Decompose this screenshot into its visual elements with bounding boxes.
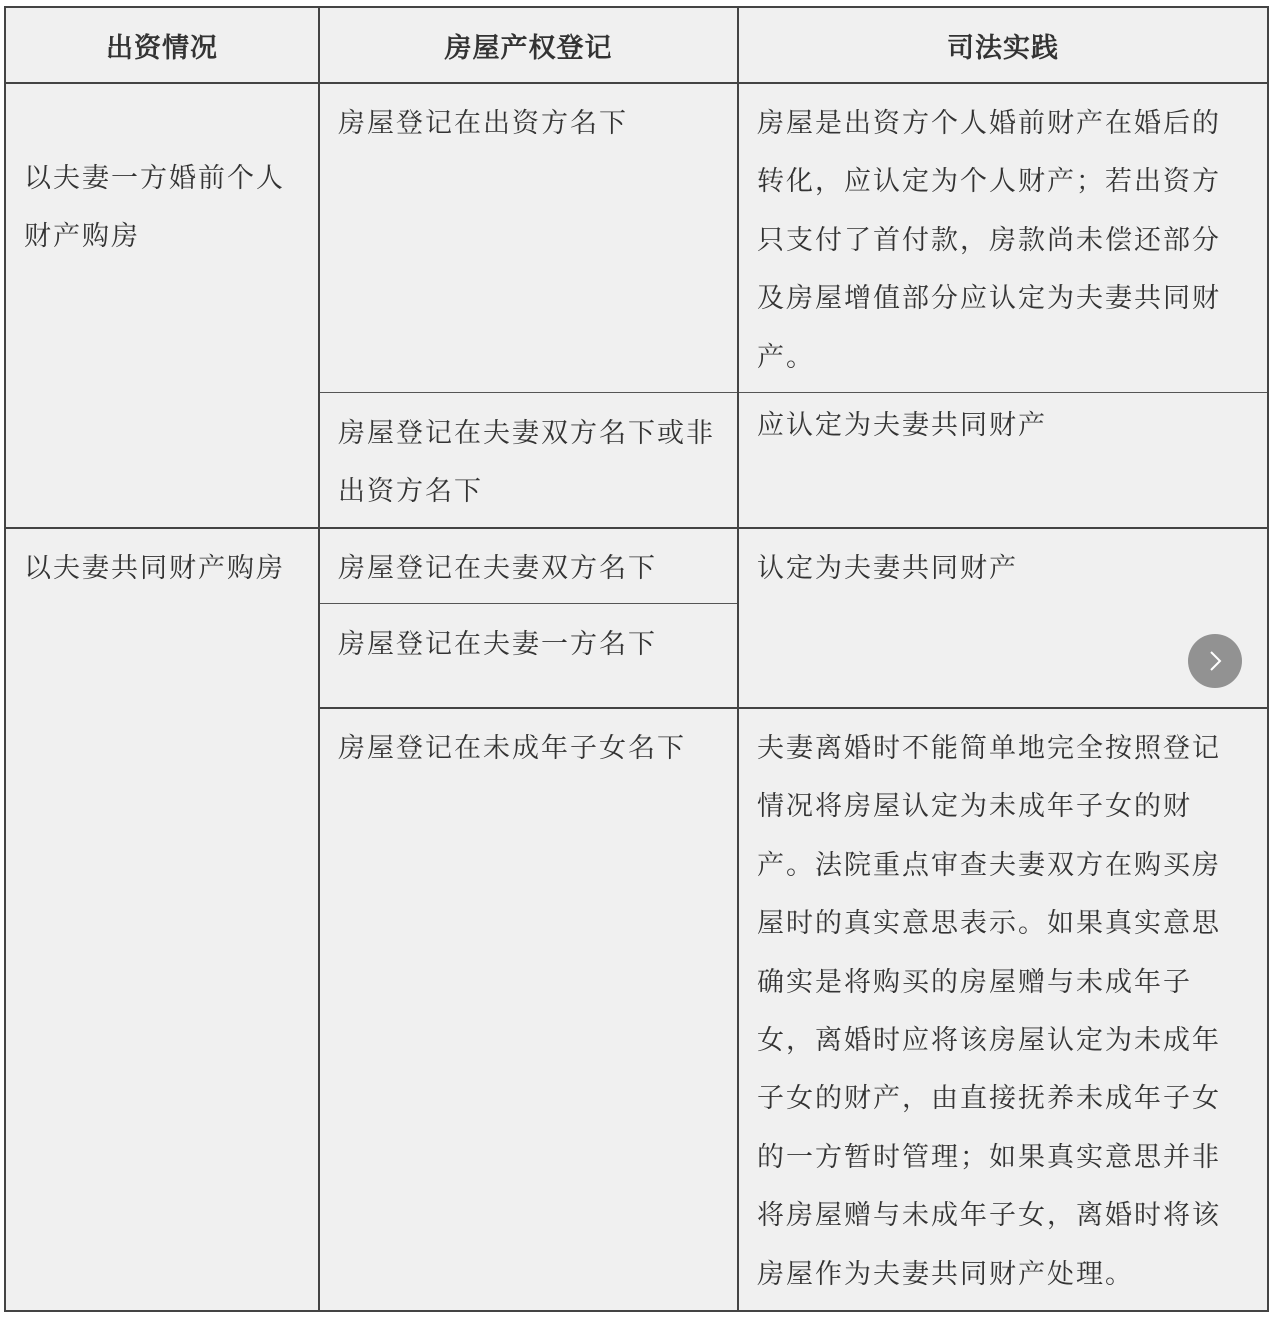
- border-line: [1267, 6, 1269, 1312]
- header-registration: 房屋产权登记: [319, 7, 738, 83]
- border-line: [319, 707, 1269, 709]
- header-practice: 司法实践: [738, 7, 1268, 83]
- cell-r1-funding: [5, 83, 319, 528]
- cell-r2c-registration: [319, 708, 738, 1311]
- cell-r2a-registration: [319, 528, 738, 604]
- cell-text: 夫妻离婚时不能简单地完全按照登记情况将房屋认定为未成年子女的财产。法院重点审查夫妻双方在购买房屋时的真实意思表示。如果真实意思确实是将购买的房屋赠与未成年子女，离婚时应将该房屋认定为未成年子女的财产，由直接抚养未成年子女的一方暂时管理；如果真实意思并非将房屋赠与未成年子女，离婚时将该房屋作为夫妻共同财产处理。: [757, 733, 1221, 1289]
- cell-text: 房屋登记在夫妻双方名下或非出资方名下: [338, 418, 715, 507]
- cell-text: 房屋登记在夫妻双方名下: [338, 553, 657, 583]
- cell-text: 认定为夫妻共同财产: [757, 553, 1018, 583]
- cell-text: 房屋是出资方个人婚前财产在婚后的转化，应认定为个人财产；若出资方只支付了首付款，房款尚未偿还部分及房屋增值部分应认定为夫妻共同财产。: [757, 108, 1221, 372]
- cell-text: 以夫妻共同财产购房: [24, 553, 285, 583]
- cell-r2-funding: [5, 528, 319, 1311]
- border-line: [318, 6, 320, 1312]
- next-button[interactable]: [1188, 634, 1242, 688]
- cell-r1b-registration: [319, 393, 738, 528]
- cell-text: 房屋登记在未成年子女名下: [338, 733, 686, 763]
- header-funding: 出资情况: [5, 7, 319, 83]
- cell-text: 房屋登记在夫妻一方名下: [338, 629, 657, 659]
- border-line: [319, 603, 738, 604]
- border-line: [737, 6, 739, 1312]
- border-line: [4, 1310, 1269, 1312]
- cell-r2ab-practice: [738, 528, 1268, 708]
- cell-r2c-practice: [738, 708, 1268, 1311]
- border-line: [4, 6, 6, 1312]
- cell-r1b-practice: [738, 393, 1268, 528]
- border-line: [4, 6, 1269, 8]
- border-line: [319, 392, 1269, 393]
- border-line: [4, 82, 1269, 84]
- border-line: [4, 527, 1269, 529]
- cell-r2b-registration: [319, 604, 738, 708]
- cell-text: 应认定为夫妻共同财产: [757, 410, 1047, 440]
- cell-r1a-practice: [738, 83, 1268, 393]
- cell-r1a-registration: [319, 83, 738, 393]
- chevron-right-icon: [1205, 649, 1225, 673]
- cell-text: 以夫妻一方婚前个人财产购房: [24, 163, 285, 252]
- cell-text: 房屋登记在出资方名下: [338, 108, 628, 138]
